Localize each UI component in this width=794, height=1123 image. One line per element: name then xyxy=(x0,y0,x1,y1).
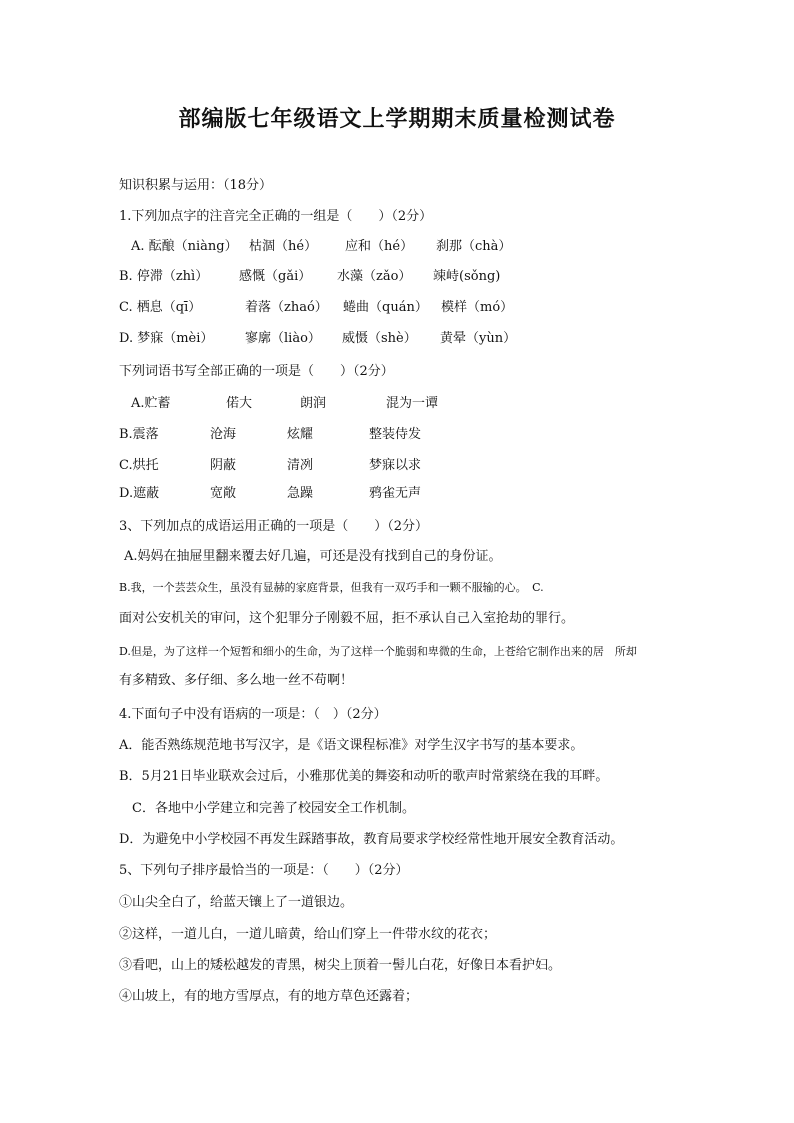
q1-a-4: 刹那（chà） xyxy=(436,239,512,254)
q4-option-c: C．各地中小学建立和完善了校园安全工作机制。 xyxy=(132,801,415,816)
q1-b-1: B. 停滞（zhì） xyxy=(119,269,209,284)
q2-c-3: 清冽 xyxy=(287,458,314,473)
q1-option-b xyxy=(119,268,500,286)
q2-c-4: 梦寐以求 xyxy=(369,458,422,473)
q5-sentence-2: ②这样，一道儿白，一道儿暗黄，给山们穿上一件带水纹的花衣； xyxy=(119,927,497,942)
q5-sentence-4: ④山坡上，有的地方雪厚点，有的地方草色还露着； xyxy=(119,989,419,1004)
page-title: 部编版七年级语文上学期期末质量检测试卷 xyxy=(178,107,616,132)
q2-option-b xyxy=(119,426,421,444)
q3-option-c: 面对公安机关的审问，这个犯罪分子刚毅不屈，拒不承认自己入室抢劫的罪行。 xyxy=(119,611,575,626)
q1-b-4: 竦峙(sǒng) xyxy=(433,269,501,284)
q1-c-3: 蜷曲（quán） xyxy=(343,300,428,315)
q1-a-1: A. 酝酿（niàng） xyxy=(131,239,238,254)
q2-d-2: 宽敞 xyxy=(210,486,237,501)
q1-stem: 1.下列加点字的注音完全正确的一组是（ ）（2分） xyxy=(119,209,433,224)
q2-d-4: 鸦雀无声 xyxy=(369,486,422,501)
q5-stem: 5、下列句子排序最恰当的一项是：（ ）（2分） xyxy=(119,863,409,878)
q1-d-2: 寥廓（liào） xyxy=(245,331,321,346)
q4-stem: 4.下面句子中没有语病的一项是：（ ）（2分） xyxy=(119,707,387,722)
q1-option-d xyxy=(119,330,516,348)
q1-d-1: D. 梦寐（mèi） xyxy=(119,331,214,346)
q2-a-3: 朗润 xyxy=(300,396,327,411)
q1-option-a xyxy=(131,238,511,256)
q1-b-3: 水藻（zǎo） xyxy=(337,269,412,284)
q1-a-2: 枯涸（hé） xyxy=(249,239,318,254)
q3-option-d-line2: 有多精致、多仔细、多么地一丝不苟啊！ xyxy=(119,673,354,688)
q2-b-3: 炫耀 xyxy=(287,427,314,442)
q1-a-3: 应和（hé） xyxy=(345,239,414,254)
q3-option-d-line1: D.但是，为了这样一个短暂和细小的生命，为了这样一个脆弱和卑微的生命，上苍给它制作出来的居 所却 xyxy=(119,645,637,658)
q1-c-4: 模样（mó） xyxy=(441,300,514,315)
q2-a-1: A.贮蓄 xyxy=(131,396,171,411)
q2-c-2: 阴蔽 xyxy=(210,458,237,473)
q3-stem: 3、下列加点的成语运用正确的一项是（ ）（2分） xyxy=(119,519,429,534)
q2-b-1: B.震落 xyxy=(119,427,159,442)
q2-option-c xyxy=(119,457,421,475)
q2-b-4: 整装侍发 xyxy=(369,427,422,442)
q2-d-3: 急躁 xyxy=(287,486,314,501)
q1-c-2: 着落（zhaó） xyxy=(245,300,328,315)
q4-option-a: A．能否熟练规范地书写汉字，是《语文课程标准》对学生汉字书写的基本要求。 xyxy=(119,738,584,753)
q1-c-1: C. 栖息（qī） xyxy=(119,300,202,315)
q4-option-d: D．为避免中小学校园不再发生踩踏事故，教育局要求学校经常性地开展安全教育活动。 xyxy=(119,832,624,847)
q5-sentence-3: ③看吧，山上的矮松越发的青黑，树尖上顶着一髻儿白花，好像日本看护妇。 xyxy=(119,958,562,973)
q2-option-a xyxy=(131,395,438,413)
q1-d-3: 威慑（shè） xyxy=(342,331,417,346)
q2-a-2: 偌大 xyxy=(226,396,253,411)
q3-option-b: B.我，一个芸芸众生，虽没有显赫的家庭背景，但我有一双巧手和一颗不服输的心。 C. xyxy=(119,581,544,594)
q4-option-b: B．5月21日毕业联欢会过后，小雅那优美的舞姿和动听的歌声时常萦绕在我的耳畔。 xyxy=(119,769,609,784)
q5-sentence-1: ①山尖全白了，给蓝天镶上了一道银边。 xyxy=(119,895,354,910)
q3-option-a: A.妈妈在抽屉里翻来覆去好几遍，可还是没有找到自己的身份证。 xyxy=(124,549,502,564)
section-heading: 知识积累与运用：（18分） xyxy=(119,178,273,193)
q2-b-2: 沧海 xyxy=(210,427,237,442)
q1-b-2: 感慨（gǎi） xyxy=(239,269,312,284)
q2-option-d xyxy=(119,485,421,503)
q1-option-c xyxy=(119,299,513,317)
q2-stem: 下列词语书写全部正确的一项是（ ）（2分） xyxy=(119,364,394,379)
q2-d-1: D.遮蔽 xyxy=(119,486,160,501)
q2-a-4: 混为一谭 xyxy=(386,396,439,411)
q2-c-1: C.烘托 xyxy=(119,458,159,473)
q1-d-4: 黄晕（yùn） xyxy=(440,331,517,346)
